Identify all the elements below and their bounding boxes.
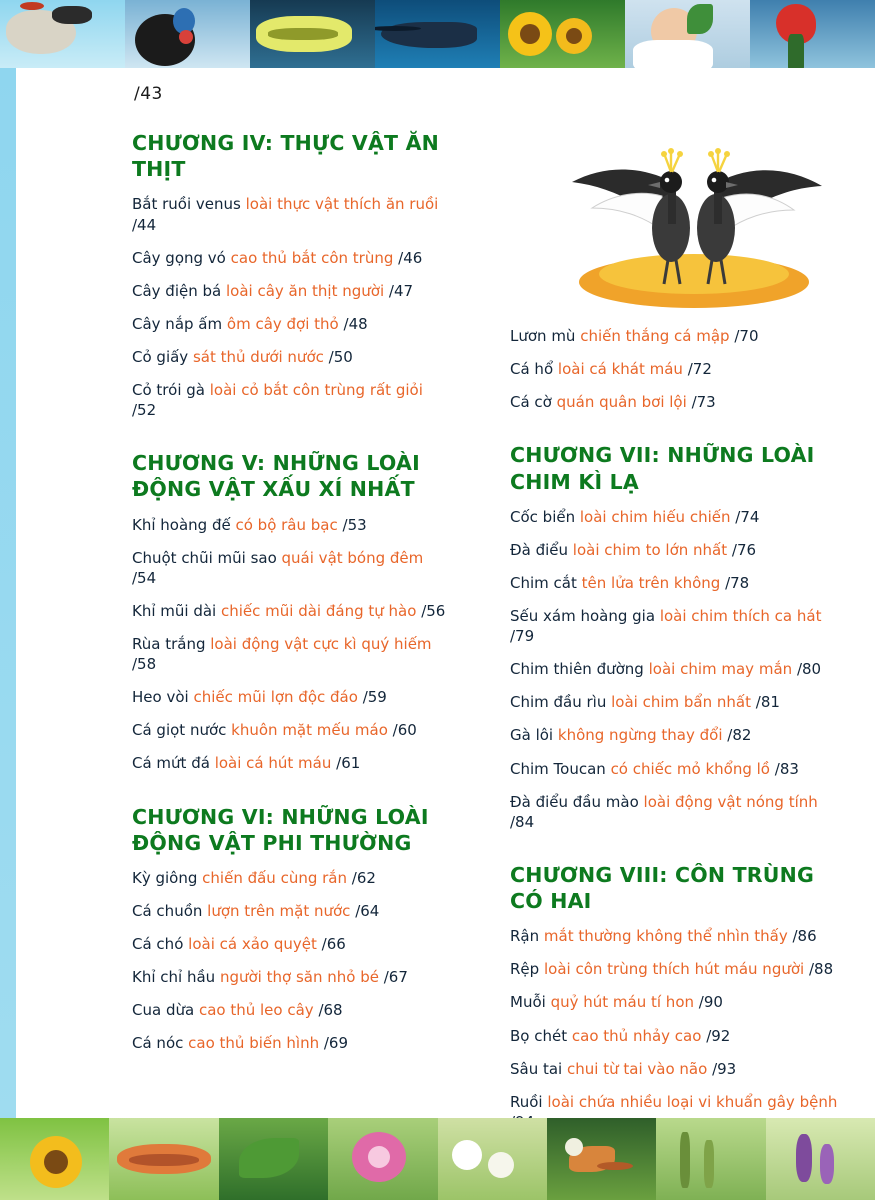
entry-name: Chuột chũi mũi sao [132, 548, 277, 567]
entry-desc: loài động vật nóng tính [643, 792, 818, 811]
entry-desc: quỷ hút máu tí hon [550, 993, 695, 1012]
entry-name: Cá hổ [510, 360, 554, 379]
entry-page: /93 [712, 1059, 737, 1078]
left-column [132, 130, 450, 1067]
list-item[interactable] [510, 725, 840, 745]
entry-desc: loài cá hút máu [214, 754, 332, 773]
entry-name: Heo vòi [132, 688, 189, 707]
list-item[interactable] [510, 759, 840, 779]
list-item[interactable] [510, 959, 840, 979]
entry-name: Kỳ giông [132, 869, 198, 887]
entry-desc: chiếc mũi lợn độc đáo [193, 688, 358, 707]
entry-desc: loài chim thích ca hát [659, 607, 822, 626]
photo-red-flower [750, 0, 875, 68]
entry-name: Lươn mù [510, 327, 576, 345]
list-item[interactable] [132, 601, 450, 621]
entry-name: Sếu xám hoàng gia [510, 607, 656, 626]
entry-page: /82 [727, 726, 752, 745]
photo-person-with-plant [625, 0, 750, 68]
entry-name: Cá chuồn [132, 902, 203, 921]
entry-page: /70 [734, 327, 759, 345]
entry-desc: khuôn mặt mếu máo [231, 721, 388, 740]
photo-sunflower-bottom [0, 1118, 109, 1200]
list-item[interactable] [132, 548, 450, 588]
entry-name: Cá giọt nước [132, 721, 227, 740]
entry-page: /48 [343, 314, 368, 333]
entry-page: /78 [725, 573, 750, 592]
entry-name: Cây gọng vó [132, 248, 226, 267]
entry-page: /58 [132, 655, 157, 674]
entry-page: /64 [355, 902, 380, 921]
photo-insect-larva [250, 0, 375, 68]
list-item[interactable] [132, 687, 450, 707]
list-item[interactable] [132, 515, 450, 535]
entry-name: Khỉ mũi dài [132, 601, 217, 620]
entry-name: Khỉ hoàng đế [132, 515, 231, 534]
list-item[interactable] [510, 659, 840, 679]
list-item[interactable] [510, 326, 840, 346]
entry-name: Cua dừa [132, 1001, 195, 1020]
photo-bird-cassowary [125, 0, 250, 68]
entry-desc: loài chim hiếu chiến [579, 507, 731, 526]
entry-page: /72 [687, 360, 712, 379]
list-item[interactable] [132, 1033, 450, 1053]
list-item[interactable] [132, 934, 450, 954]
list-item[interactable] [132, 248, 450, 268]
entry-name: Gà lôi [510, 726, 554, 745]
entry-page: /61 [336, 754, 361, 773]
two-column-layout [132, 130, 857, 1178]
entry-page: /83 [774, 759, 799, 778]
entry-desc: loài cá khát máu [557, 360, 683, 379]
entry-page: /86 [792, 927, 817, 946]
list-item[interactable] [132, 753, 450, 773]
entry-page: /67 [383, 968, 408, 987]
entry-page: /53 [342, 515, 367, 534]
right-column [510, 130, 840, 1178]
entry-page: /79 [510, 627, 535, 646]
entry-page: /92 [706, 1026, 731, 1045]
entry-desc: sát thủ dưới nước [192, 347, 324, 366]
photo-caterpillar [109, 1118, 218, 1200]
entry-desc: mắt thường không thể nhìn thấy [543, 927, 788, 946]
list-item[interactable] [132, 868, 450, 888]
photo-sunflowers [500, 0, 625, 68]
entry-desc: không ngừng thay đổi [557, 726, 723, 745]
list-item[interactable] [510, 573, 840, 593]
list-item[interactable] [132, 347, 450, 367]
entry-desc: loài côn trùng thích hút máu người [543, 960, 805, 979]
list-item[interactable] [510, 992, 840, 1012]
entry-desc: cao thủ leo cây [198, 1001, 314, 1020]
entry-page: /54 [132, 568, 157, 587]
entry-list-chapter-iv [132, 194, 450, 420]
entry-desc: loài thực vật thích ăn ruồi [245, 195, 439, 214]
entry-name: Cây nắp ấm [132, 314, 223, 333]
entry-page: /68 [318, 1001, 343, 1020]
entry-name: Muỗi [510, 993, 546, 1012]
chapter-heading-iv: CHƯƠNG IV: THỰC VẬT ĂN THỊT [132, 131, 439, 182]
list-item[interactable] [132, 901, 450, 921]
entry-page: /73 [691, 393, 716, 412]
entry-desc: tên lửa trên không [581, 573, 721, 592]
photo-pink-flower [328, 1118, 437, 1200]
entry-desc: loài cây ăn thịt người [226, 281, 385, 300]
entry-name: Cá nóc [132, 1034, 184, 1053]
entry-desc: cao thủ bắt côn trùng [230, 248, 394, 267]
entry-name: Cây điện bá [132, 281, 222, 300]
entry-page: /44 [132, 215, 157, 234]
entry-desc: loài chim bẩn nhất [611, 693, 751, 712]
list-item[interactable] [510, 692, 840, 712]
entry-list-chapter-vi-cont [510, 326, 840, 412]
entry-page: /60 [392, 721, 417, 740]
entry-name: Rùa trắng [132, 635, 206, 654]
list-item[interactable] [510, 1059, 840, 1079]
chapter-heading-vii: CHƯƠNG VII: NHỮNG LOÀI CHIM KÌ LẠ [510, 443, 815, 494]
list-item[interactable] [132, 720, 450, 740]
entry-desc: cao thủ nhảy cao [571, 1026, 702, 1045]
photo-fish-marlin [375, 0, 500, 68]
entry-name: Bọ chét [510, 1026, 568, 1045]
entry-name: Ruồi [510, 1092, 543, 1111]
entry-page: /80 [796, 660, 822, 679]
entry-desc: loài chim to lớn nhất [572, 540, 728, 559]
list-item[interactable] [510, 540, 840, 560]
entry-desc: quái vật bóng đêm [281, 548, 424, 567]
entry-name: Khỉ chỉ hầu [132, 968, 216, 987]
contents-body [16, 68, 875, 1118]
entry-desc: chiếc mũi dài đáng tự hào [221, 601, 417, 620]
list-item[interactable] [510, 926, 840, 946]
entry-name: Cỏ trói gà [132, 381, 205, 400]
entry-desc: quán quân bơi lội [556, 393, 687, 412]
chapter-heading-vi: CHƯƠNG VI: NHỮNG LOÀI ĐỘNG VẬT PHI THƯỜNG [132, 804, 429, 855]
list-item[interactable] [132, 380, 450, 420]
list-item[interactable] [510, 606, 840, 646]
entry-desc: cao thủ biến hình [188, 1034, 320, 1053]
entry-desc: loài cỏ bắt côn trùng rất giỏi [209, 381, 423, 400]
list-item[interactable] [510, 359, 840, 379]
entry-name: Rận [510, 927, 540, 946]
list-item[interactable] [132, 194, 450, 234]
entry-page: /84 [510, 812, 535, 831]
entry-desc: loài động vật cực kì quý hiếm [210, 635, 432, 654]
entry-desc: có bộ râu bạc [235, 515, 338, 534]
entry-name: Cá mứt đá [132, 754, 210, 773]
entry-page: /74 [735, 507, 760, 526]
entry-name: Sâu tai [510, 1059, 563, 1078]
entry-list-chapter-v [132, 515, 450, 774]
entry-page: /69 [323, 1034, 349, 1053]
crane-art-spacer [510, 130, 840, 326]
entry-list-chapter-vii [510, 507, 840, 832]
entry-desc: người thợ săn nhỏ bé [219, 968, 379, 987]
photo-purple-spike [766, 1118, 875, 1200]
entry-desc: loài cá xảo quyệt [188, 935, 317, 954]
list-item[interactable] [132, 314, 450, 334]
photo-white-flowers [438, 1118, 547, 1200]
entry-desc: chui từ tai vào não [567, 1059, 708, 1078]
entry-name: Cốc biển [510, 507, 576, 526]
photo-green-leaves [219, 1118, 328, 1200]
left-blue-border [0, 68, 16, 1118]
entry-page: /47 [388, 281, 414, 300]
list-item[interactable] [510, 507, 840, 527]
photo-bird-woodpecker [0, 0, 125, 68]
list-item[interactable] [132, 1000, 450, 1020]
entry-page: /52 [132, 401, 157, 420]
entry-page: /81 [755, 693, 780, 712]
entry-desc: ôm cây đợi thỏ [226, 314, 339, 333]
list-item[interactable] [132, 281, 450, 301]
entry-page: /90 [698, 993, 723, 1012]
entry-page: /46 [398, 248, 423, 267]
entry-page: /76 [731, 540, 757, 559]
chapter-heading-v: CHƯƠNG V: NHỮNG LOÀI ĐỘNG VẬT XẤU XÍ NHẤT [132, 451, 420, 502]
entry-name: Cá chó [132, 935, 184, 954]
entry-name: Đà điểu đầu mào [510, 792, 639, 811]
entry-page: /88 [808, 960, 834, 979]
entry-name: Cá cờ [510, 393, 552, 412]
photo-bird-of-paradise [547, 1118, 656, 1200]
top-photo-strip [0, 0, 875, 68]
list-item[interactable] [132, 967, 450, 987]
entry-name: Chim thiên đường [510, 660, 644, 679]
entry-name: Đà điểu [510, 540, 569, 559]
list-item[interactable] [510, 1026, 840, 1046]
list-item[interactable] [510, 792, 840, 832]
entry-desc: loài chứa nhiều loại vi khuẩn gây bệnh [547, 1092, 838, 1111]
bottom-photo-strip [0, 1118, 875, 1200]
entry-desc: chiến thắng cá mập [580, 327, 730, 345]
list-item[interactable] [132, 634, 450, 674]
entry-name: Chim đầu rìu [510, 693, 607, 712]
entry-page: /56 [421, 601, 446, 620]
list-item[interactable] [510, 392, 840, 412]
entry-name: Chim cắt [510, 573, 577, 592]
entry-page: /62 [351, 869, 376, 887]
entry-page: /66 [321, 935, 346, 954]
photo-plant-stems [656, 1118, 765, 1200]
entry-list-chapter-vi [132, 868, 450, 1054]
entry-name: Chim Toucan [510, 759, 606, 778]
chapter-heading-viii: CHƯƠNG VIII: CÔN TRÙNG CÓ HAI [510, 862, 815, 914]
entry-desc: loài chim may mắn [648, 660, 793, 679]
entry-desc: có chiếc mỏ khổng lồ [610, 759, 770, 778]
entry-name: Bắt ruồi venus [132, 195, 241, 214]
entry-desc: chiến đấu cùng rắn [202, 869, 348, 887]
entry-desc: lượn trên mặt nước [207, 902, 351, 921]
entry-name: Cỏ giấy [132, 347, 189, 366]
entry-page: /50 [328, 347, 353, 366]
entry-page: /59 [362, 688, 387, 707]
entry-name: Rệp [510, 960, 540, 979]
page-number: /43 [134, 84, 163, 104]
